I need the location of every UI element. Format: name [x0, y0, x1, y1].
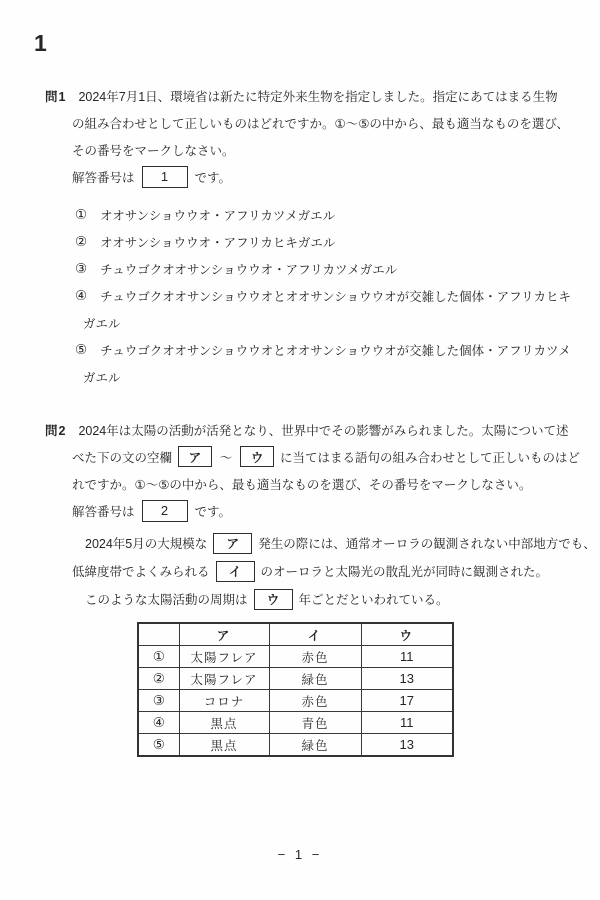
- question-1-line-2: の組み合わせとして正しいものはどれですか。①～⑤の中から、最も適当なものを選び、: [72, 116, 569, 131]
- tilde: ～: [219, 450, 233, 465]
- question-2-text: 2024年は太陽の活動が活発となり、世界中でその影響がみられました。太陽について述: [78, 423, 569, 438]
- table-cell-i: 赤色: [269, 646, 361, 668]
- table-cell-i: 緑色: [269, 668, 361, 690]
- table-header-a: ア: [179, 623, 269, 646]
- table-cell-number: ③: [138, 690, 179, 712]
- table-row: [138, 690, 453, 712]
- table-cell-u: 11: [361, 646, 453, 668]
- question-2-label: 問2: [45, 423, 67, 438]
- table-row: [138, 712, 453, 734]
- option-5-number: ⑤: [75, 341, 88, 357]
- answer-combination-table: [137, 622, 454, 757]
- question-2-answer-line: [72, 497, 580, 524]
- table-header-empty: [138, 623, 179, 646]
- answer-number-box-1: 1: [142, 166, 188, 188]
- option-2: [75, 228, 571, 255]
- passage-line-1: [72, 529, 596, 557]
- question-1-answer-line: [72, 163, 580, 190]
- option-2-text: オオサンショウウオ・アフリカヒキガエル: [100, 235, 336, 250]
- question-1-line-3: その番号をマークしなさい。: [72, 143, 235, 158]
- option-1: [75, 201, 571, 228]
- blank-box-a: ア: [178, 446, 212, 467]
- question-2: [45, 416, 580, 524]
- question-2-line-2-pre: べた下の文の空欄: [72, 450, 173, 465]
- table-cell-a: 黒点: [179, 712, 269, 734]
- page-number: − 1 −: [277, 847, 323, 862]
- table-cell-u: 11: [361, 712, 453, 734]
- option-1-text: オオサンショウウオ・アフリカツメガエル: [100, 208, 336, 223]
- option-4-wrap: ガエル: [83, 316, 121, 331]
- question-1: [45, 82, 580, 190]
- section-number: 1: [34, 30, 48, 56]
- question-2-passage: [72, 529, 596, 613]
- table-cell-i: 緑色: [269, 734, 361, 757]
- option-3: [75, 255, 571, 282]
- table-cell-a: 黒点: [179, 734, 269, 757]
- table-cell-a: 太陽フレア: [179, 646, 269, 668]
- question-2-line-2: [72, 443, 580, 470]
- question-1-label: 問1: [45, 89, 67, 104]
- question-1-line-1: [45, 82, 580, 109]
- table-row: [138, 646, 453, 668]
- table-cell-a: 太陽フレア: [179, 668, 269, 690]
- table-cell-i: 赤色: [269, 690, 361, 712]
- table-row: [138, 668, 453, 690]
- passage-line-2-post: のオーロラと太陽光の散乱光が同時に観測された。: [260, 565, 549, 579]
- passage-line-2-pre: 低緯度帯でよくみられる: [72, 565, 210, 579]
- table-header-row: [138, 623, 453, 646]
- table-cell-i: 青色: [269, 712, 361, 734]
- answer-suffix: です。: [194, 504, 232, 519]
- question-2-line-1: [45, 416, 580, 443]
- option-1-number: ①: [75, 206, 88, 222]
- passage-blank-i: イ: [216, 561, 255, 582]
- passage-line-1-post: 発生の際には、通常オーロラの観測されない中部地方でも、: [258, 537, 596, 551]
- passage-line-3-pre: このような太陽活動の周期は: [85, 593, 248, 607]
- question-2-line-2-post: に当てはまる語句の組み合わせとして正しいものはど: [279, 450, 580, 465]
- passage-blank-a: ア: [213, 533, 252, 554]
- table-row: [138, 734, 453, 757]
- answer-prefix: 解答番号は: [72, 170, 135, 185]
- question-1-options: [75, 201, 571, 390]
- blank-box-u: ウ: [240, 446, 274, 467]
- passage-line-3: [72, 585, 596, 613]
- option-3-text: チュウゴクオオサンショウウオ・アフリカツメガエル: [100, 262, 398, 277]
- table-cell-number: ②: [138, 668, 179, 690]
- table-cell-u: 13: [361, 734, 453, 757]
- option-4-number: ④: [75, 287, 88, 303]
- passage-line-2: [72, 557, 596, 585]
- passage-blank-u: ウ: [254, 589, 293, 610]
- answer-suffix: です。: [194, 170, 232, 185]
- passage-line-1-pre: 2024年5月の大規模な: [85, 537, 208, 551]
- option-4-text: チュウゴクオオサンショウウオとオオサンショウウオが交雑した個体・アフリカヒキ: [100, 289, 571, 304]
- table-cell-u: 17: [361, 690, 453, 712]
- question-1-text: 2024年7月1日、環境省は新たに特定外来生物を指定しました。指定にあてはまる生物: [78, 89, 558, 104]
- table-header-u: ウ: [361, 623, 453, 646]
- option-5-text: チュウゴクオオサンショウウオとオオサンショウウオが交雑した個体・アフリカツメ: [100, 343, 571, 358]
- table-cell-a: コロナ: [179, 690, 269, 712]
- answer-number-box-2: 2: [142, 500, 188, 522]
- option-4: [75, 282, 571, 309]
- table-cell-number: ①: [138, 646, 179, 668]
- table-cell-u: 13: [361, 668, 453, 690]
- table-cell-number: ④: [138, 712, 179, 734]
- option-3-number: ③: [75, 260, 88, 276]
- passage-line-3-post: 年ごとだといわれている。: [298, 593, 449, 607]
- table-cell-number: ⑤: [138, 734, 179, 757]
- option-5-wrap: ガエル: [83, 370, 121, 385]
- option-2-number: ②: [75, 233, 88, 249]
- option-5: [75, 336, 571, 363]
- question-2-line-3: れですか。①～⑤の中から、最も適当なものを選び、その番号をマークしなさい。: [72, 477, 532, 492]
- table-header-i: イ: [269, 623, 361, 646]
- answer-prefix: 解答番号は: [72, 504, 135, 519]
